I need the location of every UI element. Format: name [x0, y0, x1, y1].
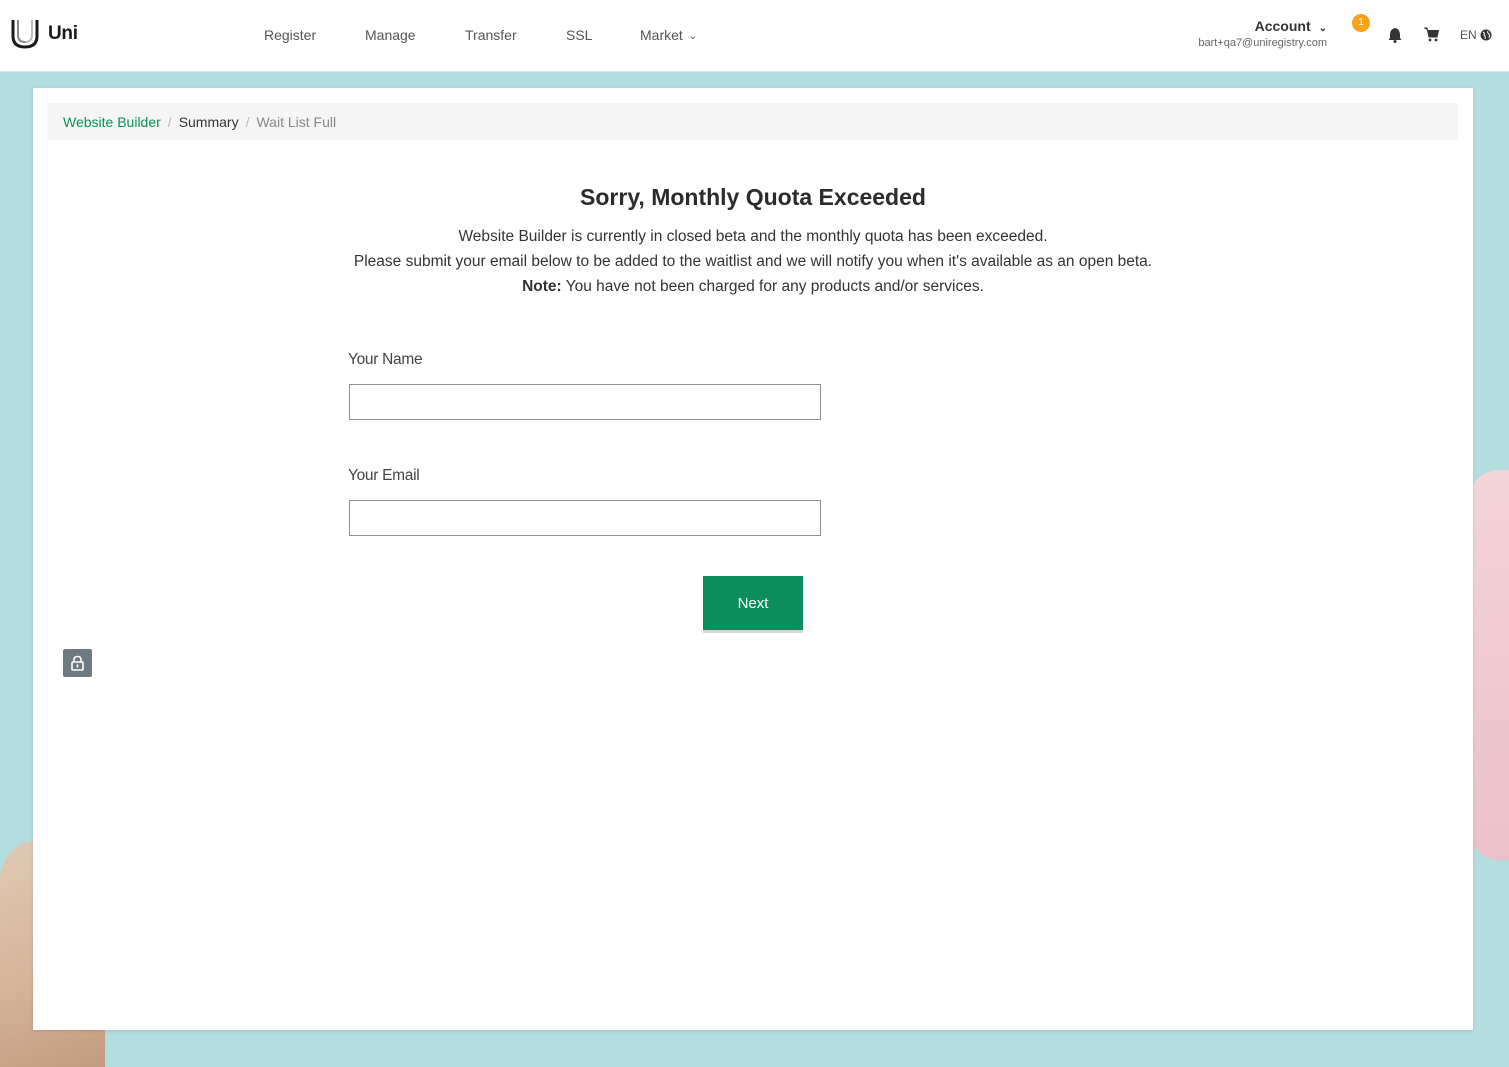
logo[interactable] [11, 19, 78, 49]
next-button[interactable]: Next [703, 576, 803, 630]
description-line-2: Please submit your email below to be added to the waitlist and we will notify you when it's available as an open beta. [353, 253, 1153, 270]
notification-count-badge: 1 [1352, 14, 1370, 32]
nav-item-market-label: Market [640, 27, 683, 43]
main-card [33, 88, 1473, 1030]
note-line [33, 274, 1473, 299]
nav-item-manage[interactable]: Manage [365, 27, 416, 43]
logo-mark-icon [11, 19, 39, 49]
name-field-label: Your Name [348, 351, 423, 368]
breadcrumb-separator: / [167, 113, 172, 130]
email-field-label: Your Email [348, 467, 420, 484]
description [33, 224, 1473, 299]
note-text: You have not been charged for any products and/or services. [561, 278, 984, 295]
chevron-down-icon: ⌄ [1318, 23, 1327, 34]
lock-icon[interactable] [63, 649, 92, 677]
account-email: bart+qa7@uniregistry.com [1198, 37, 1327, 49]
language-code: EN [1460, 28, 1477, 42]
breadcrumb-website-builder[interactable]: Website Builder [63, 113, 161, 130]
language-selector[interactable] [1460, 28, 1492, 42]
nav-item-market[interactable] [640, 27, 697, 43]
chevron-down-icon: ⌄ [688, 31, 698, 42]
logo-text: Uni [48, 23, 78, 44]
bell-icon[interactable] [1388, 27, 1402, 48]
breadcrumb [48, 103, 1458, 140]
note-label: Note: [522, 278, 562, 295]
page-title: Sorry, Monthly Quota Exceeded [580, 184, 926, 210]
name-input[interactable] [349, 384, 821, 420]
account-label-row [1198, 18, 1327, 34]
nav-item-register[interactable]: Register [264, 27, 317, 43]
account-menu[interactable] [1198, 18, 1327, 49]
top-navigation-bar [0, 0, 1509, 72]
description-line-1: Website Builder is currently in closed beta and the monthly quota has been exceeded. [458, 228, 1048, 245]
account-label: Account [1254, 18, 1311, 34]
email-input[interactable] [349, 500, 821, 536]
breadcrumb-summary: Summary [178, 113, 239, 130]
nav-item-ssl[interactable]: SSL [566, 27, 593, 43]
cart-icon[interactable] [1424, 27, 1439, 47]
globe-icon [1480, 29, 1492, 41]
background-decoration-right [1469, 470, 1509, 860]
breadcrumb-separator: / [245, 113, 250, 130]
breadcrumb-wait-list-full: Wait List Full [256, 113, 337, 130]
nav-item-transfer[interactable]: Transfer [465, 27, 517, 43]
